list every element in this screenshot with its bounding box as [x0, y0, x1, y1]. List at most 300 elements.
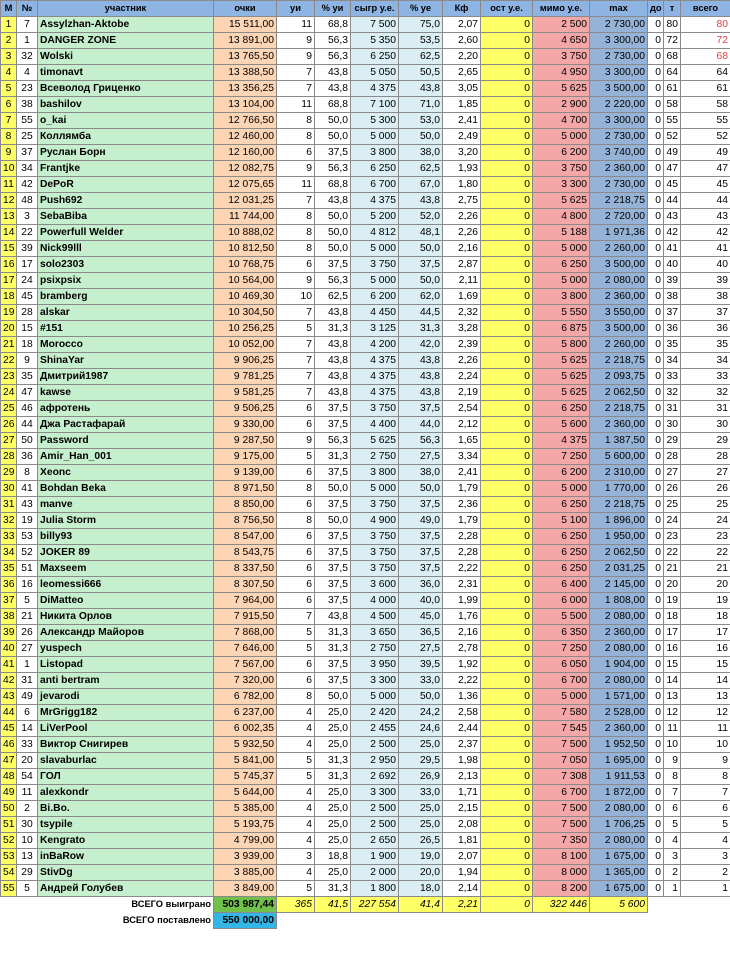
cell-do[interactable]: 0 — [648, 513, 664, 529]
cell-do[interactable]: 0 — [648, 385, 664, 401]
cell-ui[interactable]: 7 — [277, 337, 315, 353]
cell-number[interactable]: 14 — [17, 721, 38, 737]
cell-total[interactable]: 43 — [681, 209, 730, 225]
cell-ui[interactable]: 8 — [277, 113, 315, 129]
cell-remaining[interactable]: 0 — [481, 209, 533, 225]
cell-missed[interactable]: 6 200 — [533, 465, 590, 481]
cell-remaining[interactable]: 0 — [481, 881, 533, 897]
cell-max[interactable]: 2 360,00 — [590, 417, 648, 433]
cell-remaining[interactable]: 0 — [481, 49, 533, 65]
cell-pct-ui[interactable]: 50,0 — [315, 209, 351, 225]
cell-kf[interactable]: 2,12 — [443, 417, 481, 433]
cell-kf[interactable]: 2,49 — [443, 129, 481, 145]
cell-t[interactable]: 17 — [664, 625, 681, 641]
cell-points[interactable]: 6 002,35 — [214, 721, 277, 737]
cell-total[interactable]: 20 — [681, 577, 730, 593]
cell-participant[interactable]: alexkondr — [38, 785, 214, 801]
cell-ui[interactable]: 6 — [277, 593, 315, 609]
cell-place[interactable]: 23 — [1, 369, 17, 385]
cell-total[interactable]: 55 — [681, 113, 730, 129]
cell-do[interactable]: 0 — [648, 609, 664, 625]
cell-played[interactable]: 4 450 — [351, 305, 399, 321]
cell-participant[interactable]: Всеволод Гриценко — [38, 81, 214, 97]
cell-do[interactable]: 0 — [648, 641, 664, 657]
cell-points[interactable]: 5 841,00 — [214, 753, 277, 769]
cell-pct-ui[interactable]: 25,0 — [315, 721, 351, 737]
cell-pct-ue[interactable]: 56,3 — [399, 433, 443, 449]
cell-do[interactable]: 0 — [648, 321, 664, 337]
cell-t[interactable]: 2 — [664, 865, 681, 881]
cell-ui[interactable]: 9 — [277, 273, 315, 289]
cell-do[interactable]: 0 — [648, 737, 664, 753]
cell-max[interactable]: 1 706,25 — [590, 817, 648, 833]
cell-played[interactable]: 3 125 — [351, 321, 399, 337]
cell-pct-ui[interactable]: 25,0 — [315, 705, 351, 721]
cell-points[interactable]: 10 812,50 — [214, 241, 277, 257]
cell-number[interactable]: 23 — [17, 81, 38, 97]
cell-t[interactable]: 41 — [664, 241, 681, 257]
cell-do[interactable]: 0 — [648, 17, 664, 33]
cell-kf[interactable]: 2,75 — [443, 193, 481, 209]
cell-do[interactable]: 0 — [648, 881, 664, 897]
cell-ui[interactable]: 10 — [277, 289, 315, 305]
cell-pct-ui[interactable]: 37,5 — [315, 401, 351, 417]
cell-place[interactable]: 30 — [1, 481, 17, 497]
cell-total[interactable]: 5 — [681, 817, 730, 833]
cell-pct-ui[interactable]: 25,0 — [315, 833, 351, 849]
cell-remaining[interactable]: 0 — [481, 145, 533, 161]
cell-max[interactable]: 2 218,75 — [590, 401, 648, 417]
cell-pct-ui[interactable]: 37,5 — [315, 593, 351, 609]
cell-remaining[interactable]: 0 — [481, 337, 533, 353]
cell-played[interactable]: 6 250 — [351, 49, 399, 65]
cell-ui[interactable]: 11 — [277, 17, 315, 33]
cell-do[interactable]: 0 — [648, 401, 664, 417]
cell-total[interactable]: 8 — [681, 769, 730, 785]
cell-kf[interactable]: 1,92 — [443, 657, 481, 673]
cell-participant[interactable]: Maxseem — [38, 561, 214, 577]
cell-pct-ue[interactable]: 62,5 — [399, 161, 443, 177]
cell-participant[interactable]: bramberg — [38, 289, 214, 305]
cell-ui[interactable]: 4 — [277, 817, 315, 833]
cell-missed[interactable]: 5 000 — [533, 273, 590, 289]
cell-pct-ue[interactable]: 38,0 — [399, 465, 443, 481]
cell-ui[interactable]: 11 — [277, 97, 315, 113]
cell-do[interactable]: 0 — [648, 865, 664, 881]
cell-pct-ui[interactable]: 37,5 — [315, 561, 351, 577]
cell-remaining[interactable]: 0 — [481, 481, 533, 497]
cell-kf[interactable]: 2,08 — [443, 817, 481, 833]
cell-total[interactable]: 30 — [681, 417, 730, 433]
cell-t[interactable]: 42 — [664, 225, 681, 241]
cell-participant[interactable]: yuspech — [38, 641, 214, 657]
cell-kf[interactable]: 1,79 — [443, 481, 481, 497]
cell-total[interactable]: 34 — [681, 353, 730, 369]
cell-missed[interactable]: 6 875 — [533, 321, 590, 337]
cell-kf[interactable]: 2,54 — [443, 401, 481, 417]
cell-place[interactable]: 37 — [1, 593, 17, 609]
cell-place[interactable]: 12 — [1, 193, 17, 209]
col-header-place[interactable]: М — [1, 1, 17, 17]
cell-number[interactable]: 26 — [17, 625, 38, 641]
cell-played[interactable]: 2 650 — [351, 833, 399, 849]
cell-played[interactable]: 4 500 — [351, 609, 399, 625]
cell-max[interactable]: 1 911,53 — [590, 769, 648, 785]
cell-total[interactable]: 4 — [681, 833, 730, 849]
cell-pct-ui[interactable]: 50,0 — [315, 481, 351, 497]
cell-t[interactable]: 27 — [664, 465, 681, 481]
cell-max[interactable]: 1 950,00 — [590, 529, 648, 545]
cell-do[interactable]: 0 — [648, 529, 664, 545]
cell-pct-ui[interactable]: 50,0 — [315, 689, 351, 705]
cell-max[interactable]: 2 080,00 — [590, 609, 648, 625]
cell-points[interactable]: 12 075,65 — [214, 177, 277, 193]
cell-pct-ue[interactable]: 44,0 — [399, 417, 443, 433]
cell-total[interactable]: 17 — [681, 625, 730, 641]
cell-kf[interactable]: 2,36 — [443, 497, 481, 513]
cell-place[interactable]: 5 — [1, 81, 17, 97]
cell-points[interactable]: 8 543,75 — [214, 545, 277, 561]
cell-points[interactable]: 12 031,25 — [214, 193, 277, 209]
cell-points[interactable]: 3 849,00 — [214, 881, 277, 897]
cell-max[interactable]: 1 695,00 — [590, 753, 648, 769]
cell-number[interactable]: 1 — [17, 33, 38, 49]
col-header-t[interactable]: т — [664, 1, 681, 17]
cell-played[interactable]: 2 750 — [351, 449, 399, 465]
cell-number[interactable]: 39 — [17, 241, 38, 257]
cell-remaining[interactable]: 0 — [481, 305, 533, 321]
cell-played[interactable]: 3 750 — [351, 545, 399, 561]
cell-participant[interactable]: SebaBiba — [38, 209, 214, 225]
cell-remaining[interactable]: 0 — [481, 353, 533, 369]
cell-pct-ui[interactable]: 31,3 — [315, 881, 351, 897]
cell-participant[interactable]: DiMatteo — [38, 593, 214, 609]
cell-missed[interactable]: 6 050 — [533, 657, 590, 673]
cell-max[interactable]: 2 093,75 — [590, 369, 648, 385]
cell-pct-ue[interactable]: 39,5 — [399, 657, 443, 673]
cell-kf[interactable]: 2,26 — [443, 225, 481, 241]
cell-place[interactable]: 40 — [1, 641, 17, 657]
cell-played[interactable]: 5 300 — [351, 113, 399, 129]
cell-pct-ue[interactable]: 37,5 — [399, 561, 443, 577]
cell-remaining[interactable]: 0 — [481, 385, 533, 401]
cell-kf[interactable]: 1,99 — [443, 593, 481, 609]
cell-missed[interactable]: 3 800 — [533, 289, 590, 305]
cell-remaining[interactable]: 0 — [481, 577, 533, 593]
cell-pct-ui[interactable]: 43,8 — [315, 385, 351, 401]
cell-total[interactable]: 27 — [681, 465, 730, 481]
cell-missed[interactable]: 4 950 — [533, 65, 590, 81]
cell-ui[interactable]: 6 — [277, 145, 315, 161]
cell-number[interactable]: 29 — [17, 865, 38, 881]
cell-max[interactable]: 1 387,50 — [590, 433, 648, 449]
cell-missed[interactable]: 5 000 — [533, 689, 590, 705]
cell-participant[interactable]: Bi.Bo. — [38, 801, 214, 817]
cell-max[interactable]: 3 500,00 — [590, 257, 648, 273]
cell-do[interactable]: 0 — [648, 449, 664, 465]
cell-t[interactable]: 21 — [664, 561, 681, 577]
cell-t[interactable]: 1 — [664, 881, 681, 897]
cell-place[interactable]: 35 — [1, 561, 17, 577]
cell-points[interactable]: 9 139,00 — [214, 465, 277, 481]
cell-pct-ue[interactable]: 50,0 — [399, 241, 443, 257]
cell-total[interactable]: 9 — [681, 753, 730, 769]
cell-missed[interactable]: 5 100 — [533, 513, 590, 529]
cell-points[interactable]: 3 939,00 — [214, 849, 277, 865]
cell-pct-ui[interactable]: 37,5 — [315, 497, 351, 513]
cell-points[interactable]: 6 782,00 — [214, 689, 277, 705]
cell-max[interactable]: 1 770,00 — [590, 481, 648, 497]
cell-t[interactable]: 9 — [664, 753, 681, 769]
cell-do[interactable]: 0 — [648, 289, 664, 305]
cell-do[interactable]: 0 — [648, 337, 664, 353]
cell-remaining[interactable]: 0 — [481, 33, 533, 49]
cell-remaining[interactable]: 0 — [481, 865, 533, 881]
cell-total[interactable]: 40 — [681, 257, 730, 273]
cell-missed[interactable]: 6 250 — [533, 497, 590, 513]
cell-pct-ue[interactable]: 43,8 — [399, 353, 443, 369]
cell-place[interactable]: 16 — [1, 257, 17, 273]
cell-participant[interactable]: anti bertram — [38, 673, 214, 689]
cell-pct-ui[interactable]: 50,0 — [315, 241, 351, 257]
totals-kf[interactable]: 2,21 — [443, 897, 481, 913]
cell-do[interactable]: 0 — [648, 673, 664, 689]
cell-do[interactable]: 0 — [648, 593, 664, 609]
cell-pct-ui[interactable]: 43,8 — [315, 369, 351, 385]
cell-remaining[interactable]: 0 — [481, 81, 533, 97]
cell-points[interactable]: 13 356,25 — [214, 81, 277, 97]
cell-place[interactable]: 42 — [1, 673, 17, 689]
cell-played[interactable]: 6 700 — [351, 177, 399, 193]
cell-max[interactable]: 2 218,75 — [590, 193, 648, 209]
cell-played[interactable]: 5 000 — [351, 241, 399, 257]
cell-pct-ue[interactable]: 31,3 — [399, 321, 443, 337]
cell-pct-ue[interactable]: 18,0 — [399, 881, 443, 897]
cell-played[interactable]: 2 500 — [351, 817, 399, 833]
cell-max[interactable]: 2 360,00 — [590, 289, 648, 305]
col-header-number[interactable]: № — [17, 1, 38, 17]
cell-missed[interactable]: 3 750 — [533, 49, 590, 65]
cell-missed[interactable]: 4 375 — [533, 433, 590, 449]
cell-pct-ui[interactable]: 25,0 — [315, 817, 351, 833]
cell-participant[interactable]: billy93 — [38, 529, 214, 545]
cell-place[interactable]: 29 — [1, 465, 17, 481]
cell-total[interactable]: 64 — [681, 65, 730, 81]
cell-pct-ue[interactable]: 50,0 — [399, 689, 443, 705]
cell-pct-ue[interactable]: 27,5 — [399, 641, 443, 657]
cell-place[interactable]: 1 — [1, 17, 17, 33]
cell-do[interactable]: 0 — [648, 785, 664, 801]
cell-points[interactable]: 13 891,00 — [214, 33, 277, 49]
cell-pct-ui[interactable]: 50,0 — [315, 225, 351, 241]
cell-pct-ui[interactable]: 56,3 — [315, 161, 351, 177]
cell-kf[interactable]: 1,36 — [443, 689, 481, 705]
cell-total[interactable]: 14 — [681, 673, 730, 689]
cell-t[interactable]: 29 — [664, 433, 681, 449]
cell-kf[interactable]: 1,69 — [443, 289, 481, 305]
cell-ui[interactable]: 5 — [277, 753, 315, 769]
cell-missed[interactable]: 7 250 — [533, 641, 590, 657]
cell-pct-ui[interactable]: 37,5 — [315, 545, 351, 561]
cell-points[interactable]: 8 547,00 — [214, 529, 277, 545]
cell-missed[interactable]: 6 350 — [533, 625, 590, 641]
cell-pct-ue[interactable]: 49,0 — [399, 513, 443, 529]
cell-max[interactable]: 3 500,00 — [590, 321, 648, 337]
cell-played[interactable]: 3 300 — [351, 673, 399, 689]
cell-t[interactable]: 35 — [664, 337, 681, 353]
cell-points[interactable]: 10 469,30 — [214, 289, 277, 305]
cell-pct-ui[interactable]: 25,0 — [315, 801, 351, 817]
cell-max[interactable]: 2 730,00 — [590, 17, 648, 33]
cell-place[interactable]: 20 — [1, 321, 17, 337]
cell-total[interactable]: 13 — [681, 689, 730, 705]
cell-number[interactable]: 17 — [17, 257, 38, 273]
cell-pct-ui[interactable]: 43,8 — [315, 65, 351, 81]
cell-place[interactable]: 27 — [1, 433, 17, 449]
cell-pct-ue[interactable]: 20,0 — [399, 865, 443, 881]
cell-pct-ui[interactable]: 31,3 — [315, 753, 351, 769]
cell-pct-ui[interactable]: 25,0 — [315, 785, 351, 801]
cell-played[interactable]: 2 000 — [351, 865, 399, 881]
cell-remaining[interactable]: 0 — [481, 545, 533, 561]
cell-ui[interactable]: 6 — [277, 529, 315, 545]
cell-remaining[interactable]: 0 — [481, 769, 533, 785]
cell-ui[interactable]: 7 — [277, 609, 315, 625]
cell-number[interactable]: 6 — [17, 705, 38, 721]
cell-participant[interactable]: Assylzhan-Aktobe — [38, 17, 214, 33]
cell-total[interactable]: 21 — [681, 561, 730, 577]
col-header-max[interactable]: max — [590, 1, 648, 17]
cell-ui[interactable]: 4 — [277, 865, 315, 881]
cell-place[interactable]: 46 — [1, 737, 17, 753]
cell-points[interactable]: 12 766,50 — [214, 113, 277, 129]
cell-points[interactable]: 13 765,50 — [214, 49, 277, 65]
cell-played[interactable]: 2 500 — [351, 737, 399, 753]
cell-max[interactable]: 1 365,00 — [590, 865, 648, 881]
cell-kf[interactable]: 2,41 — [443, 113, 481, 129]
cell-missed[interactable]: 6 250 — [533, 401, 590, 417]
cell-ui[interactable]: 6 — [277, 401, 315, 417]
cell-participant[interactable]: tsypile — [38, 817, 214, 833]
cell-number[interactable]: 2 — [17, 801, 38, 817]
cell-pct-ue[interactable]: 43,8 — [399, 385, 443, 401]
cell-participant[interactable]: inBaRow — [38, 849, 214, 865]
cell-missed[interactable]: 8 000 — [533, 865, 590, 881]
cell-kf[interactable]: 1,85 — [443, 97, 481, 113]
cell-place[interactable]: 53 — [1, 849, 17, 865]
cell-kf[interactable]: 1,80 — [443, 177, 481, 193]
cell-participant[interactable]: афротень — [38, 401, 214, 417]
cell-pct-ue[interactable]: 67,0 — [399, 177, 443, 193]
cell-pct-ue[interactable]: 29,5 — [399, 753, 443, 769]
cell-participant[interactable]: Amir_Han_001 — [38, 449, 214, 465]
cell-pct-ue[interactable]: 19,0 — [399, 849, 443, 865]
cell-total[interactable]: 45 — [681, 177, 730, 193]
cell-pct-ui[interactable]: 56,3 — [315, 33, 351, 49]
totals-pct-ue[interactable]: 41,4 — [399, 897, 443, 913]
cell-played[interactable]: 3 800 — [351, 465, 399, 481]
cell-place[interactable]: 18 — [1, 289, 17, 305]
cell-number[interactable]: 15 — [17, 321, 38, 337]
cell-pct-ue[interactable]: 53,0 — [399, 113, 443, 129]
cell-pct-ui[interactable]: 37,5 — [315, 145, 351, 161]
cell-ui[interactable]: 3 — [277, 849, 315, 865]
cell-played[interactable]: 3 800 — [351, 145, 399, 161]
cell-pct-ue[interactable]: 62,0 — [399, 289, 443, 305]
totals-placed-value[interactable]: 550 000,00 — [214, 913, 277, 929]
cell-ui[interactable]: 6 — [277, 577, 315, 593]
cell-ui[interactable]: 6 — [277, 545, 315, 561]
cell-number[interactable]: 4 — [17, 65, 38, 81]
cell-do[interactable]: 0 — [648, 81, 664, 97]
cell-remaining[interactable]: 0 — [481, 609, 533, 625]
cell-place[interactable]: 10 — [1, 161, 17, 177]
cell-remaining[interactable]: 0 — [481, 673, 533, 689]
cell-place[interactable]: 45 — [1, 721, 17, 737]
cell-place[interactable]: 13 — [1, 209, 17, 225]
cell-t[interactable]: 47 — [664, 161, 681, 177]
cell-t[interactable]: 26 — [664, 481, 681, 497]
cell-pct-ue[interactable]: 27,5 — [399, 449, 443, 465]
cell-do[interactable]: 0 — [648, 753, 664, 769]
cell-max[interactable]: 2 720,00 — [590, 209, 648, 225]
cell-kf[interactable]: 3,20 — [443, 145, 481, 161]
cell-max[interactable]: 1 808,00 — [590, 593, 648, 609]
cell-missed[interactable]: 5 625 — [533, 385, 590, 401]
cell-max[interactable]: 3 740,00 — [590, 145, 648, 161]
cell-total[interactable]: 1 — [681, 881, 730, 897]
cell-played[interactable]: 1 800 — [351, 881, 399, 897]
cell-kf[interactable]: 1,65 — [443, 433, 481, 449]
cell-place[interactable]: 28 — [1, 449, 17, 465]
cell-ui[interactable]: 6 — [277, 465, 315, 481]
cell-pct-ue[interactable]: 44,5 — [399, 305, 443, 321]
cell-ui[interactable]: 5 — [277, 881, 315, 897]
cell-number[interactable]: 34 — [17, 161, 38, 177]
cell-remaining[interactable]: 0 — [481, 369, 533, 385]
cell-t[interactable]: 14 — [664, 673, 681, 689]
cell-number[interactable]: 47 — [17, 385, 38, 401]
cell-pct-ui[interactable]: 31,3 — [315, 769, 351, 785]
cell-remaining[interactable]: 0 — [481, 497, 533, 513]
cell-do[interactable]: 0 — [648, 145, 664, 161]
cell-max[interactable]: 1 896,00 — [590, 513, 648, 529]
cell-t[interactable]: 52 — [664, 129, 681, 145]
cell-do[interactable]: 0 — [648, 161, 664, 177]
cell-missed[interactable]: 7 250 — [533, 449, 590, 465]
cell-place[interactable]: 24 — [1, 385, 17, 401]
cell-t[interactable]: 6 — [664, 801, 681, 817]
cell-pct-ue[interactable]: 24,2 — [399, 705, 443, 721]
cell-number[interactable]: 22 — [17, 225, 38, 241]
cell-kf[interactable]: 2,32 — [443, 305, 481, 321]
cell-missed[interactable]: 5 625 — [533, 81, 590, 97]
cell-pct-ui[interactable]: 43,8 — [315, 337, 351, 353]
cell-kf[interactable]: 2,22 — [443, 561, 481, 577]
cell-points[interactable]: 8 337,50 — [214, 561, 277, 577]
cell-participant[interactable]: MrGrigg182 — [38, 705, 214, 721]
cell-remaining[interactable]: 0 — [481, 753, 533, 769]
cell-total[interactable]: 29 — [681, 433, 730, 449]
cell-points[interactable]: 7 320,00 — [214, 673, 277, 689]
cell-number[interactable]: 53 — [17, 529, 38, 545]
cell-participant[interactable]: Дмитрий1987 — [38, 369, 214, 385]
cell-pct-ue[interactable]: 43,8 — [399, 369, 443, 385]
cell-do[interactable]: 0 — [648, 801, 664, 817]
cell-t[interactable]: 33 — [664, 369, 681, 385]
cell-t[interactable]: 80 — [664, 17, 681, 33]
cell-pct-ue[interactable]: 26,9 — [399, 769, 443, 785]
